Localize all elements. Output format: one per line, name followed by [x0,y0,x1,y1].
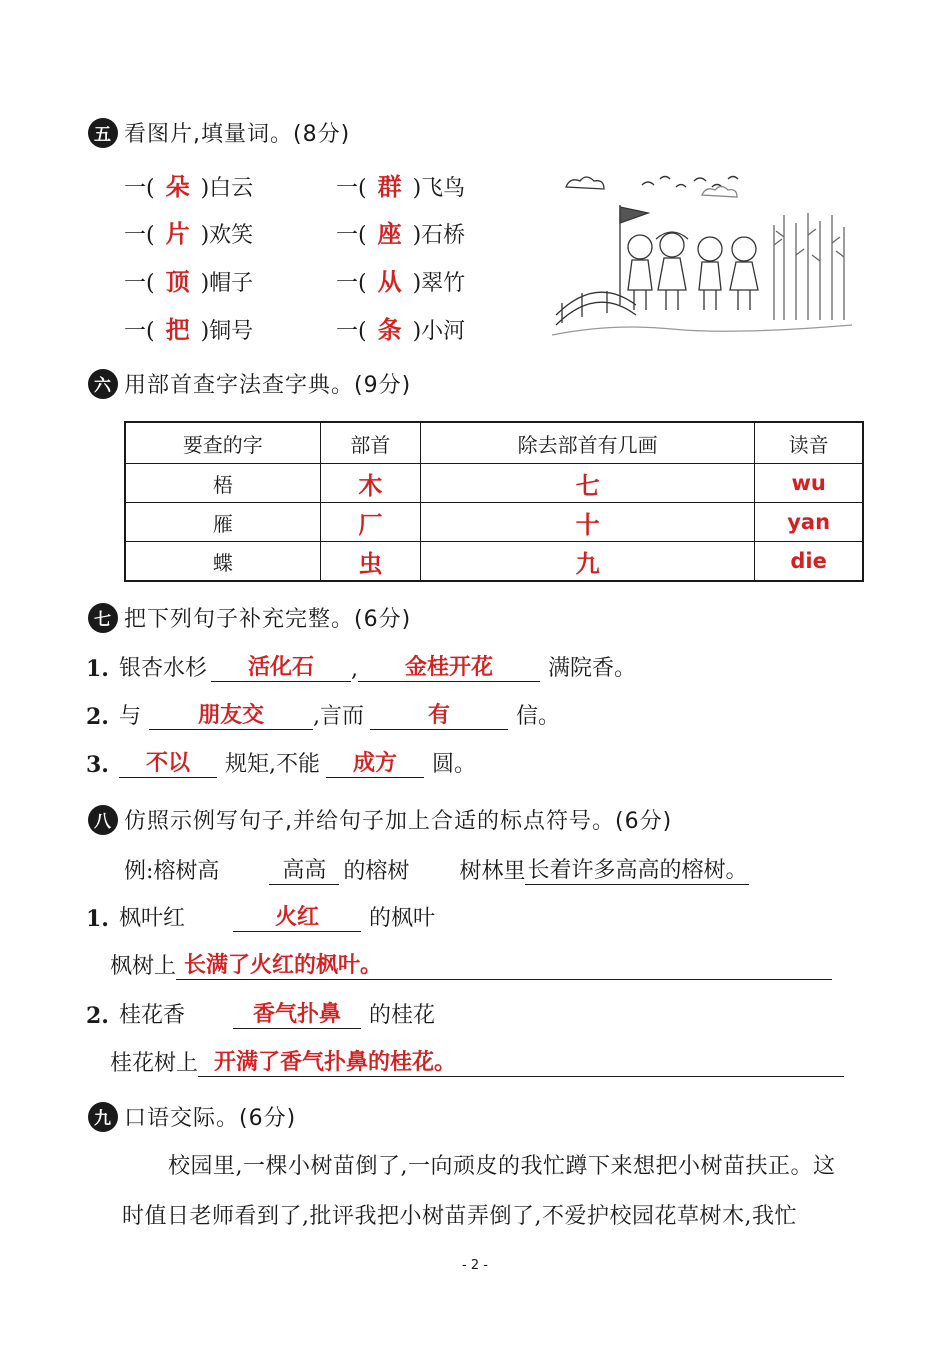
strokes-answer: 九 [421,542,755,582]
example-sentence-line: 长着许多高高的榕树。 [525,853,749,885]
bridge-icon [556,291,636,325]
page-number: - 2 - [462,1258,488,1273]
section-5-heading [88,117,350,148]
section-number-badge: 九 [88,1102,118,1132]
answer-sentence-line: 开满了香气扑鼻的桂花。 [198,1045,844,1077]
answer-blank: 不以 [119,746,217,778]
section-8-heading [88,804,672,835]
answer: 条 [377,316,402,344]
strokes-answer: 十 [421,503,755,542]
example-blank: 高高 [269,853,339,885]
section-number-badge: 五 [88,118,118,148]
section-number-badge: 八 [88,805,118,835]
measure-word-item: 一( 座 )石桥 [336,214,465,249]
child-figure-icon [628,235,652,310]
section-number-badge: 七 [88,603,118,633]
imitation-2: 2. 桂花香 香气扑鼻 的桂花 [86,997,435,1029]
imitation-1-sentence: 枫树上 长满了火红的枫叶。 [110,948,832,980]
section-9-heading [88,1101,296,1132]
measure-word-item: 一( 片 )欢笑 [124,214,253,249]
answer-blank: 香气扑鼻 [233,997,361,1029]
table-header: 部首 [320,422,420,464]
measure-word-item: 一( 从 )翠竹 [336,262,465,297]
section-title: 仿照示例写句子,并给句子加上合适的标点符号。(6分) [124,809,673,834]
dictionary-table [124,421,864,582]
char-cell: 蝶 [125,542,320,582]
measure-word-item: 一( 顶 )帽子 [124,262,253,297]
paragraph-line: 时值日老师看到了,批评我把小树苗弄倒了,不爱护校园花草树木,我忙 [122,1204,797,1229]
section-6-heading [88,368,411,399]
bamboo-icon [774,213,844,320]
answer: 顶 [165,268,190,296]
answer-sentence-line: 长满了火红的枫叶。 [176,948,832,980]
table-header-row [125,422,863,464]
answer-blank: 有 [370,698,508,730]
paragraph-line: 校园里,一棵小树苗倒了,一向顽皮的我忙蹲下来想把小树苗扶正。这 [168,1154,836,1179]
answer: 片 [165,220,190,248]
table-header: 读音 [755,422,863,464]
sentence-2: 2. 与 朋友交 ,言而 有 信。 [86,698,560,730]
pinyin-answer: yan [755,503,863,542]
answer-blank: 活化石 [211,650,351,682]
measure-word-item: 一( 群 )飞鸟 [336,167,465,202]
measure-word-item: 一( 把 )铜号 [124,310,253,345]
table-row [125,503,863,542]
child-figure-icon [656,232,688,310]
section-title: 看图片,填量词。(8分) [124,122,351,147]
strokes-answer: 七 [421,464,755,503]
cloud-icon [566,177,604,189]
section-7-heading [88,602,411,633]
measure-word-item: 一( 条 )小河 [336,310,465,345]
answer: 群 [377,173,402,201]
table-header: 要查的字 [125,422,320,464]
table-row [125,542,863,582]
flag-icon [620,207,648,223]
example-sentence: 例:榕树高 高高 的榕树 树林里 长着许多高高的榕树。 [124,853,749,885]
answer: 把 [165,316,190,344]
imitation-1: 1. 枫叶红 火红 的枫叶 [86,900,435,932]
pinyin-answer: die [755,542,863,582]
birds-icon [642,177,738,188]
river-icon [552,325,852,335]
section-title: 把下列句子补充完整。(6分) [124,607,412,632]
child-figure-icon [730,237,758,310]
answer-blank: 火红 [233,900,361,932]
table-row [125,464,863,503]
answer-blank: 金桂开花 [358,650,540,682]
answer: 朵 [165,173,190,201]
section-number-badge: 六 [88,369,118,399]
cloud-icon [702,187,737,198]
char-cell: 梧 [125,464,320,503]
sentence-1: 1. 银杏水杉 活化石 , 金桂开花 满院香。 [86,650,636,682]
section-title: 用部首查字法查字典。(9分) [124,373,412,398]
answer: 座 [377,220,402,248]
radical-answer: 厂 [320,503,420,542]
answer: 从 [377,268,402,296]
dialogue-paragraph [122,1142,864,1242]
sentence-3: 3. 不以 规矩,不能 成方 圆。 [86,746,476,778]
table-header: 除去部首有几画 [421,422,755,464]
pinyin-answer: wu [755,464,863,503]
illustration-children-scene [552,165,857,340]
radical-answer: 木 [320,464,420,503]
answer-blank: 成方 [326,746,424,778]
char-cell: 雁 [125,503,320,542]
radical-answer: 虫 [320,542,420,582]
imitation-2-sentence: 桂花树上 开满了香气扑鼻的桂花。 [110,1045,844,1077]
measure-word-item: 一( 朵 )白云 [124,167,253,202]
answer-blank: 朋友交 [149,698,313,730]
section-title: 口语交际。(6分) [124,1106,297,1131]
child-figure-icon [698,237,722,310]
